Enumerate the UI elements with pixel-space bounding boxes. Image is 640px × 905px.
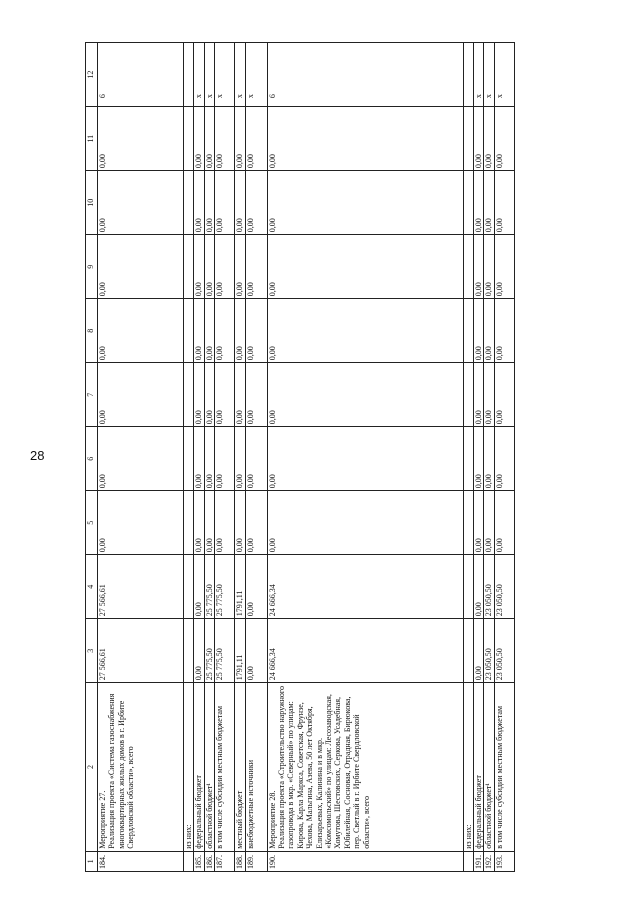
row-value-cell bbox=[463, 363, 473, 427]
table-row bbox=[245, 43, 267, 872]
table-body bbox=[98, 43, 515, 872]
header-cell: 10 bbox=[86, 171, 98, 235]
row-number-cell bbox=[184, 851, 194, 871]
row-value-cell: 0,00 bbox=[98, 363, 184, 427]
row-value-cell: 0,00 bbox=[474, 491, 484, 555]
row-value-cell: 0,00 bbox=[494, 491, 514, 555]
row-name-cell: в том числе субсидии местным бюджетам bbox=[494, 683, 514, 851]
row-number-cell: 188. bbox=[235, 851, 245, 871]
row-value-cell bbox=[463, 619, 473, 683]
row-number-cell: 187. bbox=[215, 851, 235, 871]
row-value-cell: 0,00 bbox=[194, 619, 204, 683]
row-indicator-cell bbox=[463, 43, 473, 107]
row-number-cell: 189. bbox=[245, 851, 267, 871]
row-number-cell: 184. bbox=[98, 851, 184, 871]
row-value-cell bbox=[463, 555, 473, 619]
row-value-cell: 25 775,50 bbox=[215, 619, 235, 683]
row-name-cell: Мероприятие 27. Реализация проекта «Система газоснабжения многоквартирных жилых домов в г. Ирбите Свердловской области», всего bbox=[98, 683, 184, 851]
row-name-cell: областной бюджет¹ bbox=[484, 683, 494, 851]
row-name-cell: из них: bbox=[184, 683, 194, 851]
row-value-cell: 0,00 bbox=[204, 299, 214, 363]
row-value-cell: 0,00 bbox=[267, 235, 463, 299]
row-value-cell: 0,00 bbox=[215, 299, 235, 363]
row-value-cell: 0,00 bbox=[215, 363, 235, 427]
row-value-cell bbox=[184, 299, 194, 363]
row-value-cell: 0,00 bbox=[474, 171, 484, 235]
row-value-cell: 0,00 bbox=[245, 171, 267, 235]
row-value-cell: 0,00 bbox=[235, 107, 245, 171]
row-value-cell: 23 050,50 bbox=[494, 555, 514, 619]
row-value-cell bbox=[184, 555, 194, 619]
row-value-cell: 0,00 bbox=[245, 363, 267, 427]
row-indicator-cell: x bbox=[494, 43, 514, 107]
row-name-cell: в том числе субсидии местным бюджетам bbox=[215, 683, 235, 851]
page-number: 28 bbox=[30, 448, 45, 463]
row-value-cell: 25 775,50 bbox=[204, 619, 214, 683]
row-value-cell: 0,00 bbox=[474, 363, 484, 427]
row-value-cell: 23 050,50 bbox=[494, 619, 514, 683]
row-value-cell bbox=[463, 235, 473, 299]
row-value-cell: 0,00 bbox=[245, 235, 267, 299]
row-value-cell: 0,00 bbox=[245, 427, 267, 491]
row-value-cell: 0,00 bbox=[494, 107, 514, 171]
row-value-cell: 0,00 bbox=[474, 107, 484, 171]
row-value-cell: 25 775,50 bbox=[204, 555, 214, 619]
row-value-cell: 0,00 bbox=[267, 363, 463, 427]
row-value-cell: 0,00 bbox=[245, 619, 267, 683]
row-indicator-cell: x bbox=[235, 43, 245, 107]
row-value-cell: 0,00 bbox=[267, 171, 463, 235]
row-name-cell: из них: bbox=[463, 683, 473, 851]
row-value-cell: 27 566,61 bbox=[98, 555, 184, 619]
row-number-cell: 186. bbox=[204, 851, 214, 871]
row-number-cell: 190. bbox=[267, 851, 463, 871]
row-value-cell: 0,00 bbox=[98, 235, 184, 299]
row-indicator-cell: x bbox=[215, 43, 235, 107]
row-value-cell: 0,00 bbox=[494, 299, 514, 363]
row-number-cell: 185. bbox=[194, 851, 204, 871]
row-indicator-cell: 6 bbox=[267, 43, 463, 107]
row-value-cell bbox=[184, 235, 194, 299]
table-row bbox=[184, 43, 194, 872]
row-value-cell: 0,00 bbox=[474, 427, 484, 491]
row-value-cell bbox=[184, 171, 194, 235]
table-row bbox=[215, 43, 235, 872]
row-name-cell: областной бюджет¹ bbox=[204, 683, 214, 851]
table-row bbox=[235, 43, 245, 872]
row-indicator-cell: 6 bbox=[98, 43, 184, 107]
row-name-cell: Мероприятие 28. Реализация проекта «Строительство наружного газопровода в мкр. «Северный» по улицам: Кирова, Карла Маркса, Советская, Фрунзе, Чехова, Мальгина, Азева, 50 лет Октября, Елизарьевых, Калинина и в мкр. «Комсомольский» по улицам: Лесозаводская, Хомутова, Шестовских, Серкова, Усадебная, Юбилейная, Сосновая, Отрадная, Бирюкова, пер. Светлый в г. Ирбите Свердловской области», всего bbox=[267, 683, 463, 851]
row-value-cell: 0,00 bbox=[204, 427, 214, 491]
table-row bbox=[267, 43, 463, 872]
row-value-cell: 0,00 bbox=[267, 299, 463, 363]
row-value-cell: 0,00 bbox=[215, 171, 235, 235]
row-value-cell: 0,00 bbox=[494, 171, 514, 235]
row-indicator-cell: x bbox=[204, 43, 214, 107]
row-value-cell: 0,00 bbox=[494, 363, 514, 427]
row-value-cell: 0,00 bbox=[484, 363, 494, 427]
row-value-cell: 0,00 bbox=[474, 235, 484, 299]
row-value-cell: 0,00 bbox=[204, 171, 214, 235]
row-value-cell bbox=[184, 427, 194, 491]
row-value-cell: 0,00 bbox=[267, 107, 463, 171]
row-name-cell: федеральный бюджет bbox=[474, 683, 484, 851]
row-number-cell: 191. bbox=[474, 851, 484, 871]
row-indicator-cell bbox=[184, 43, 194, 107]
row-name-cell: местный бюджет bbox=[235, 683, 245, 851]
row-value-cell: 0,00 bbox=[215, 427, 235, 491]
table-row bbox=[474, 43, 484, 872]
row-value-cell: 23 050,50 bbox=[484, 555, 494, 619]
row-value-cell: 0,00 bbox=[98, 491, 184, 555]
row-value-cell: 24 666,34 bbox=[267, 619, 463, 683]
row-value-cell: 0,00 bbox=[204, 107, 214, 171]
row-value-cell bbox=[184, 107, 194, 171]
row-indicator-cell: x bbox=[194, 43, 204, 107]
row-value-cell: 0,00 bbox=[204, 363, 214, 427]
row-number-cell bbox=[463, 851, 473, 871]
budget-table bbox=[85, 42, 515, 872]
table-row bbox=[463, 43, 473, 872]
row-value-cell: 0,00 bbox=[98, 299, 184, 363]
row-value-cell bbox=[463, 171, 473, 235]
row-value-cell bbox=[463, 491, 473, 555]
row-value-cell: 0,00 bbox=[194, 171, 204, 235]
row-value-cell: 0,00 bbox=[194, 107, 204, 171]
row-value-cell: 0,00 bbox=[245, 555, 267, 619]
row-value-cell: 0,00 bbox=[245, 299, 267, 363]
row-value-cell: 0,00 bbox=[194, 235, 204, 299]
row-value-cell: 0,00 bbox=[484, 299, 494, 363]
row-value-cell bbox=[184, 491, 194, 555]
row-value-cell: 0,00 bbox=[215, 491, 235, 555]
header-cell: 2 bbox=[86, 683, 98, 851]
row-value-cell: 0,00 bbox=[194, 363, 204, 427]
row-indicator-cell: x bbox=[484, 43, 494, 107]
row-value-cell bbox=[463, 299, 473, 363]
row-value-cell: 0,00 bbox=[235, 363, 245, 427]
rotated-table-container bbox=[85, 42, 617, 872]
row-value-cell: 24 666,34 bbox=[267, 555, 463, 619]
row-value-cell: 0,00 bbox=[98, 427, 184, 491]
row-value-cell: 0,00 bbox=[484, 171, 494, 235]
header-cell: 11 bbox=[86, 107, 98, 171]
row-value-cell: 0,00 bbox=[215, 235, 235, 299]
row-value-cell: 0,00 bbox=[98, 171, 184, 235]
row-value-cell: 0,00 bbox=[98, 107, 184, 171]
row-name-cell: внебюджетные источники bbox=[245, 683, 267, 851]
row-value-cell: 0,00 bbox=[484, 491, 494, 555]
table-row bbox=[194, 43, 204, 872]
row-value-cell: 0,00 bbox=[474, 299, 484, 363]
header-cell: 5 bbox=[86, 491, 98, 555]
row-value-cell: 23 050,50 bbox=[484, 619, 494, 683]
row-value-cell: 0,00 bbox=[194, 555, 204, 619]
row-value-cell: 1791,11 bbox=[235, 555, 245, 619]
row-value-cell bbox=[184, 619, 194, 683]
header-cell: 8 bbox=[86, 299, 98, 363]
row-value-cell: 0,00 bbox=[245, 491, 267, 555]
row-value-cell: 0,00 bbox=[235, 491, 245, 555]
row-value-cell: 0,00 bbox=[484, 427, 494, 491]
row-value-cell: 0,00 bbox=[194, 491, 204, 555]
row-value-cell: 0,00 bbox=[484, 107, 494, 171]
header-cell: 4 bbox=[86, 555, 98, 619]
row-value-cell: 0,00 bbox=[235, 171, 245, 235]
row-value-cell: 0,00 bbox=[194, 427, 204, 491]
table-row bbox=[484, 43, 494, 872]
row-value-cell: 0,00 bbox=[474, 619, 484, 683]
row-value-cell: 0,00 bbox=[267, 427, 463, 491]
row-value-cell: 0,00 bbox=[494, 427, 514, 491]
row-value-cell: 0,00 bbox=[235, 427, 245, 491]
row-value-cell: 27 566,61 bbox=[98, 619, 184, 683]
row-value-cell bbox=[463, 107, 473, 171]
table-row bbox=[494, 43, 514, 872]
row-value-cell bbox=[184, 363, 194, 427]
header-cell: 12 bbox=[86, 43, 98, 107]
header-cell: 9 bbox=[86, 235, 98, 299]
row-value-cell: 0,00 bbox=[204, 491, 214, 555]
row-number-cell: 193. bbox=[494, 851, 514, 871]
row-indicator-cell: x bbox=[245, 43, 267, 107]
row-value-cell: 0,00 bbox=[235, 299, 245, 363]
row-value-cell: 0,00 bbox=[267, 491, 463, 555]
row-value-cell: 0,00 bbox=[494, 235, 514, 299]
row-name-cell: федеральный бюджет bbox=[194, 683, 204, 851]
table-row bbox=[98, 43, 184, 872]
header-row bbox=[86, 43, 98, 872]
header-cell: 7 bbox=[86, 363, 98, 427]
row-value-cell: 0,00 bbox=[194, 299, 204, 363]
row-number-cell: 192. bbox=[484, 851, 494, 871]
row-indicator-cell: x bbox=[474, 43, 484, 107]
header-cell: 3 bbox=[86, 619, 98, 683]
row-value-cell: 0,00 bbox=[484, 235, 494, 299]
row-value-cell: 25 775,50 bbox=[215, 555, 235, 619]
header-cell: 1 bbox=[86, 851, 98, 871]
row-value-cell: 0,00 bbox=[215, 107, 235, 171]
row-value-cell: 0,00 bbox=[235, 235, 245, 299]
row-value-cell bbox=[463, 427, 473, 491]
table-row bbox=[204, 43, 214, 872]
row-value-cell: 0,00 bbox=[474, 555, 484, 619]
row-value-cell: 1791,11 bbox=[235, 619, 245, 683]
row-value-cell: 0,00 bbox=[204, 235, 214, 299]
header-cell: 6 bbox=[86, 427, 98, 491]
row-value-cell: 0,00 bbox=[245, 107, 267, 171]
